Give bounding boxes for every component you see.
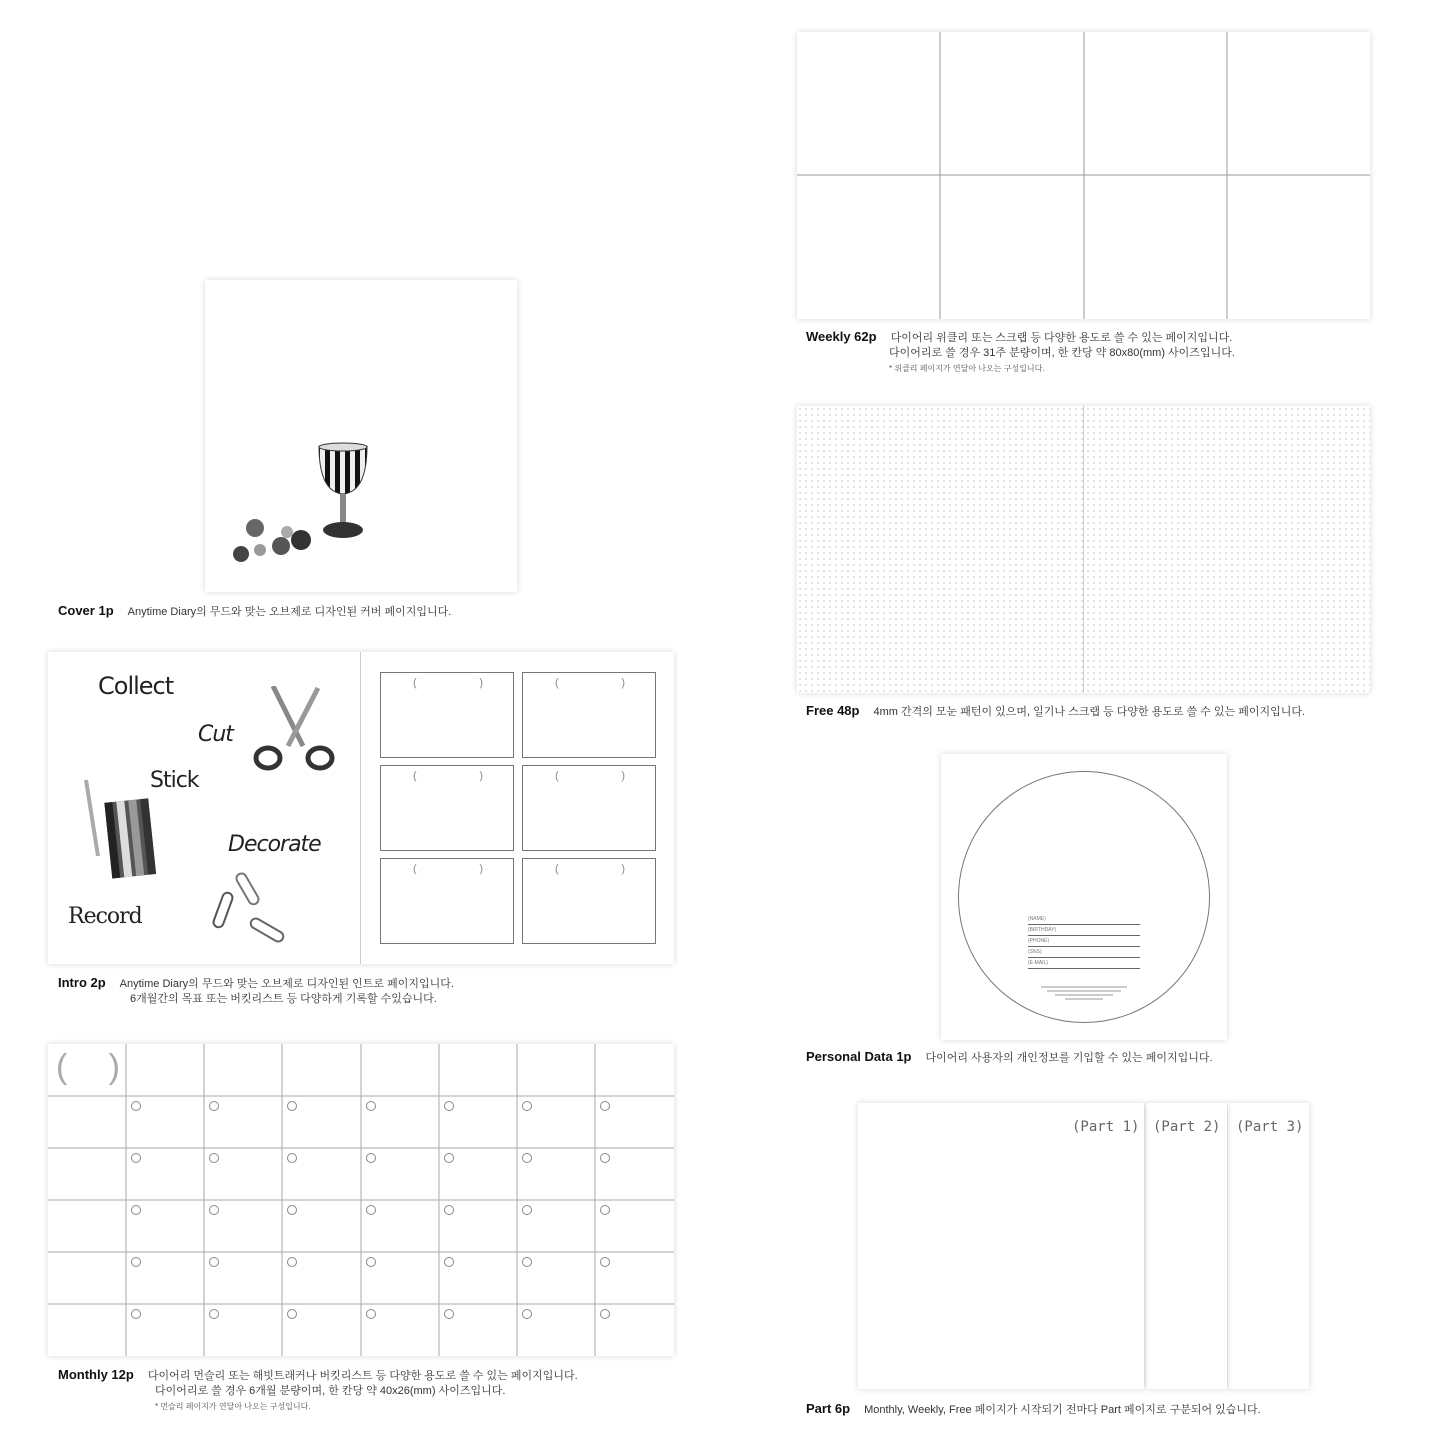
intro-description-2: 6개월간의 목표 또는 버킷리스트 등 다양하게 기록할 수있습니다. [130, 993, 437, 1005]
intro-caption [58, 975, 454, 1007]
cover-caption [58, 603, 451, 620]
part-title: Part 6p [806, 1401, 851, 1416]
personal-field-sns: (SNS) [1028, 947, 1140, 958]
intro-description-1: Anytime Diary의 무드와 맞는 오브제로 디자인된 인트로 페이지입니다. [119, 978, 454, 990]
intro-card-1: ( ) [380, 672, 514, 758]
weekly-description-2: 다이어리로 쓸 경우 31주 분량이며, 한 칸당 약 80x80(mm) 사이즈입니다. [889, 347, 1235, 359]
scissors-icon [248, 686, 340, 774]
personal-title: Personal Data 1p [806, 1049, 912, 1064]
weekly-page-preview [797, 32, 1370, 319]
free-spread-divider [1083, 406, 1084, 693]
personal-field-phone: (PHONE) [1028, 936, 1140, 947]
intro-card-5: ( ) [380, 858, 514, 944]
monthly-caption [58, 1367, 578, 1414]
monthly-description-2: 다이어리로 쓸 경우 6개월 분량이며, 한 칸당 약 40x26(mm) 사이즈입니다. [155, 1385, 506, 1397]
part-page-2-preview [1146, 1103, 1227, 1389]
cover-page-preview [205, 280, 517, 592]
personal-data-page-preview [941, 754, 1227, 1040]
intro-card-4: ( ) [522, 765, 656, 851]
part-page-1-preview [858, 1103, 1144, 1389]
part-description: Monthly, Weekly, Free 페이지가 시작되기 전마다 Part 페이지로 구분되어 있습니다. [864, 1404, 1261, 1416]
intro-page-preview [48, 652, 674, 964]
monthly-title: Monthly 12p [58, 1367, 134, 1382]
part-page-3-preview [1228, 1103, 1309, 1389]
cover-title: Cover 1p [58, 603, 114, 618]
colored-pencils-icon [84, 776, 164, 882]
weekly-description-1: 다이어리 위클리 또는 스크랩 등 다양한 용도로 쓸 수 있는 페이지입니다. [890, 332, 1233, 344]
personal-data-copyright-text [1041, 984, 1127, 1002]
monthly-calendar-grid [48, 1044, 674, 1356]
personal-caption [806, 1049, 1213, 1066]
personal-field-email: (E-MAIL) [1028, 958, 1140, 969]
intro-word-collect: Collect [98, 672, 174, 700]
part-2-label: (Part 2) [1153, 1119, 1221, 1135]
intro-spread-divider [360, 652, 361, 964]
free-page-preview [797, 406, 1370, 693]
weekly-caption [806, 329, 1235, 376]
part-caption [806, 1401, 1261, 1418]
intro-card-6: ( ) [522, 858, 656, 944]
personal-field-birthday: (BIRTHDAY) [1028, 925, 1140, 936]
intro-card-2: ( ) [522, 672, 656, 758]
free-caption [806, 703, 1305, 720]
intro-word-decorate: Decorate [228, 832, 321, 857]
intro-title: Intro 2p [58, 975, 106, 990]
personal-description: 다이어리 사용자의 개인정보를 기입할 수 있는 페이지입니다. [925, 1052, 1213, 1064]
cover-description: Anytime Diary의 무드와 맞는 오브제로 디자인된 커버 페이지입니다. [127, 606, 452, 618]
weekly-title: Weekly 62p [806, 329, 877, 344]
part-3-label: (Part 3) [1236, 1119, 1304, 1135]
intro-word-cut: Cut [198, 722, 233, 747]
intro-word-record: Record [68, 904, 142, 929]
monthly-description-1: 다이어리 먼슬리 또는 해빗트래커나 버킷리스트 등 다양한 용도로 쓸 수 있는 페이지입니다. [147, 1370, 578, 1382]
intro-word-stick: Stick [150, 768, 199, 793]
intro-card-3: ( ) [380, 765, 514, 851]
cover-objects-illustration [205, 280, 517, 592]
weekly-note: * 위클리 페이지가 연달아 나오는 구성입니다. [889, 364, 1045, 373]
weekly-grid [797, 32, 1370, 319]
free-description: 4mm 간격의 모눈 패턴이 있으며, 일기나 스크랩 등 다양한 용도로 쓸 수 있는 페이지입니다. [873, 706, 1306, 718]
monthly-note: * 먼슬리 페이지가 연달아 나오는 구성입니다. [155, 1402, 311, 1411]
part-1-label: (Part 1) [1072, 1119, 1140, 1135]
free-title: Free 48p [806, 703, 860, 718]
monthly-page-preview [48, 1044, 674, 1356]
personal-field-name: (NAME) [1028, 914, 1140, 925]
monthly-month-parentheses: ( ) [56, 1048, 120, 1086]
paperclips-icon [212, 868, 296, 948]
